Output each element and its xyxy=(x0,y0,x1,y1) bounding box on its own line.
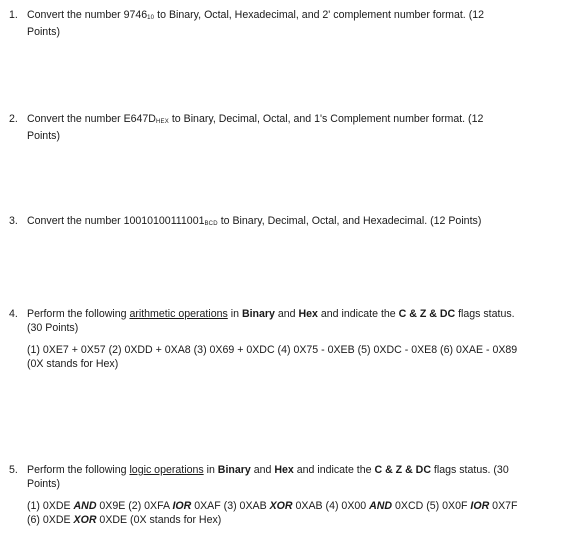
operations-note: (0X stands for Hex) xyxy=(27,358,119,370)
logic-operator: XOR xyxy=(269,500,293,512)
logic-operator: AND xyxy=(369,500,393,512)
arithmetic-operations-term: arithmetic operations xyxy=(129,308,228,320)
question-number: 1. xyxy=(9,9,18,21)
binary-term: Binary xyxy=(217,464,251,476)
logic-operator: IOR xyxy=(470,500,490,512)
question-number: 5. xyxy=(9,464,18,476)
question-line: Convert the number 10010100111001BCD to Binary, Decimal, Octal, and Hexadecimal. (12 Points) xyxy=(27,215,482,227)
binary-term: Binary xyxy=(241,308,275,320)
operations-list: (1) 0XDE AND 0X9E (2) 0XFA IOR 0XAF (3) 0XAB XOR 0XAB (4) 0X00 AND 0XCD (5) 0X0F IOR 0X7F xyxy=(27,500,518,512)
question-text xyxy=(27,8,557,39)
operations-list: (1) 0XE7 + 0X57 (2) 0XDD + 0XA8 (3) 0X69 + 0XDC (4) 0X75 - 0XEB (5) 0XDC - 0XE8 (6) 0XAE - 0X89 xyxy=(27,344,518,356)
question-line: Points) xyxy=(27,478,60,490)
question-text xyxy=(27,112,557,143)
question-text xyxy=(27,307,557,371)
logic-operator: AND xyxy=(73,500,97,512)
question-number: 2. xyxy=(9,113,18,125)
question-line: Convert the number 974610 to Binary, Octal, Hexadecimal, and 2' complement number format. (12 xyxy=(27,9,485,21)
base-subscript: 10 xyxy=(147,15,155,21)
flags-term: C & Z & DC xyxy=(398,308,456,320)
logic-operations-term: logic operations xyxy=(129,464,204,476)
question-text xyxy=(27,463,557,527)
logic-operator: XOR xyxy=(73,514,97,526)
question-line: (30 Points) xyxy=(27,322,79,334)
operations-list: (6) 0XDE XOR 0XDE (0X stands for Hex) xyxy=(27,514,222,526)
question-number: 3. xyxy=(9,215,18,227)
question-line: Perform the following logic operations in Binary and Hex and indicate the C & Z & DC flags status. (30 xyxy=(27,464,509,476)
hex-term: Hex xyxy=(298,308,318,320)
logic-operator: IOR xyxy=(172,500,192,512)
hex-term: Hex xyxy=(274,464,294,476)
question-line: Points) xyxy=(27,130,60,142)
base-subscript: BCD xyxy=(204,221,218,227)
question-line: Convert the number E647DHEX to Binary, Decimal, Octal, and 1's Complement number format. (12 xyxy=(27,113,484,125)
flags-term: C & Z & DC xyxy=(374,464,431,476)
question-text xyxy=(27,214,557,231)
base-subscript: HEX xyxy=(155,119,169,125)
question-line: Perform the following arithmetic operations in Binary and Hex and indicate the C & Z & DC flags status. xyxy=(27,308,515,320)
question-number: 4. xyxy=(9,308,18,320)
question-line: Points) xyxy=(27,26,60,38)
